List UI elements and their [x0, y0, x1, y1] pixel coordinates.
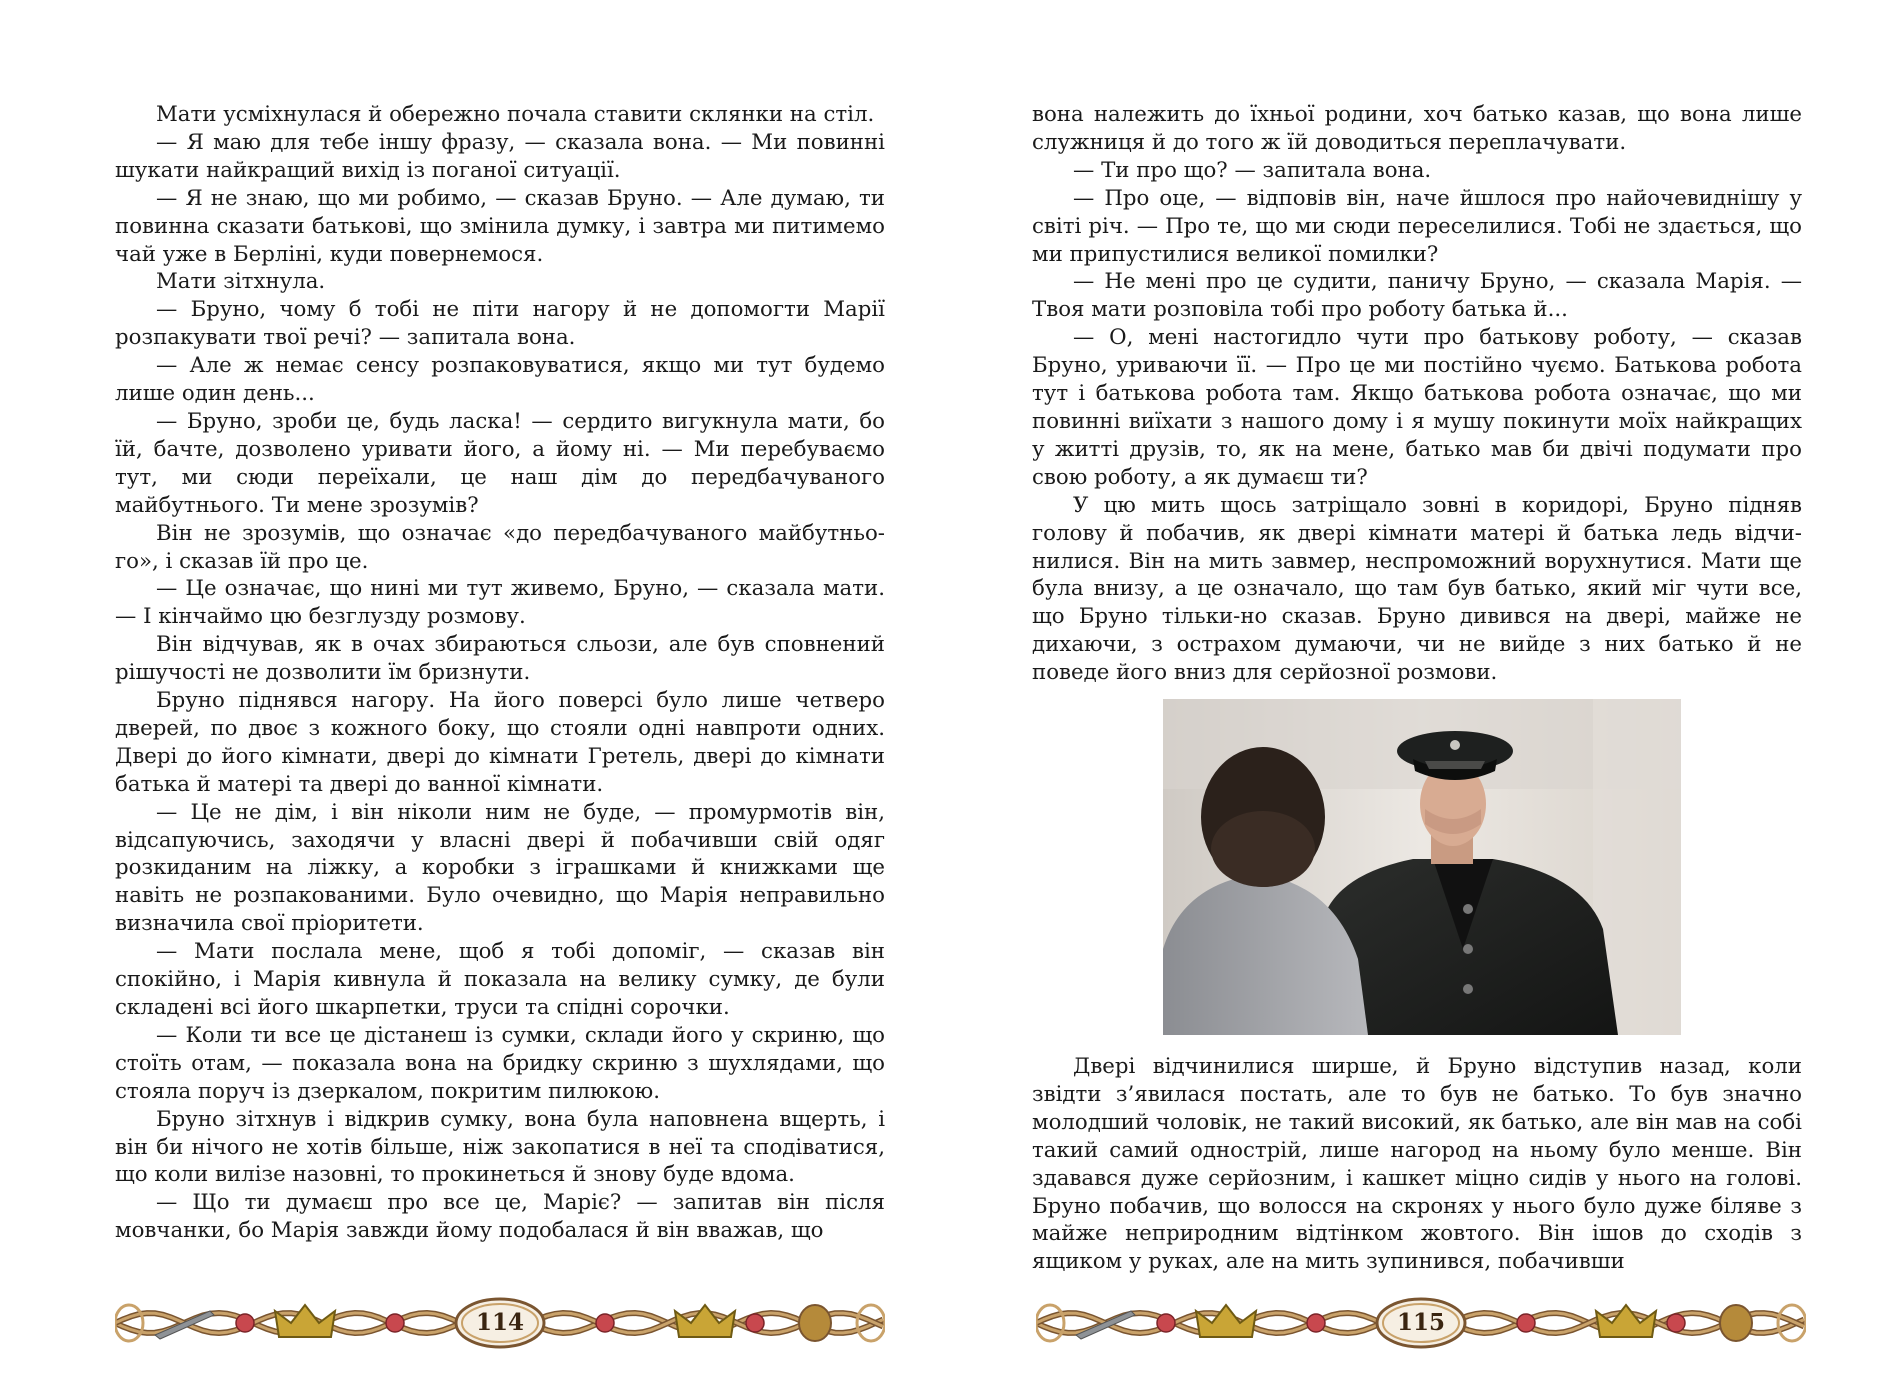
- paragraph: — Я маю для тебе іншу фразу, — сказала вона. — Ми повинні шукати найкращий вихід із поганої ситуації.: [115, 129, 885, 183]
- paragraph: — Про оце, — відповів він, наче йшлося про найочевиднішу у світі річ. — Про те, що ми сюди переселилися. Тобі не здається, що ми припустилися великої помилки?: [1032, 185, 1802, 267]
- paragraph: — Мати послала мене, щоб я тобі допоміг, — сказав він спокійно, і Марія кивнула й показала на велику сумку, де були складені всі його шкарпетки, труси та спідні сорочки.: [115, 939, 885, 1020]
- rose-icon: [1157, 1314, 1175, 1332]
- paragraph: Бруно піднявся нагору. На його поверсі було лише четверо дверей, по двоє з кожного боку, що стояли одні навпроти одних. Двері до його кімнати, двері до кімнати Гретель, двері до кімнати батька й матері та двері до ванної кімнати.: [115, 688, 885, 797]
- page-number: 115: [1396, 1309, 1445, 1336]
- paragraph: — О, мені настогидло чути про батькову роботу, — сказав Бруно, уриваючи її. — Про це ми постійно чуємо. Батькова робота тут і батькова робота там. Якщо батькова робота означає, що ми повинні виїхати з нашого дому і я мушу покинути моїх найкращих у житті друзів, то, як на мене, батько мав би двічі подумати про свою роботу, а як думаєш ти?: [1032, 325, 1802, 490]
- paragraph: Мати усміхнулася й обережно почала ставити склянки на стіл.: [156, 102, 875, 127]
- paragraph: Мати зітхнула.: [156, 269, 326, 295]
- left-page-text: [115, 101, 885, 1245]
- rose-icon: [236, 1314, 254, 1332]
- paragraph: — Це означає, що нині ми тут живемо, Бруно, — сказала мати. — І кінчаймо цю безглузду розмову.: [115, 576, 885, 630]
- paragraph: Він не зрозумів, що означає «до передбачуваного майбутнього», і сказав їй про це.: [115, 520, 885, 574]
- ornament-border: [115, 1295, 885, 1351]
- paragraph: вона належить до їхньої родини, хоч батько казав, що вона лише служниця й до того ж їй доводиться переплачувати.: [1032, 102, 1802, 155]
- right-page-text-bottom: [1032, 1053, 1802, 1276]
- crown-icon: [1596, 1305, 1656, 1337]
- crown-icon: [675, 1305, 735, 1337]
- paragraph: Він відчував, як в очах збираються сльози, але був сповнений рішучості не дозволити їм бризнути.: [115, 632, 885, 686]
- helmet-icon: [1720, 1305, 1752, 1341]
- paragraph: Двері відчинилися ширше, й Бруно відступив назад, коли звідти з’явилася постать, але то був не батько. То був значно молодший чоловік, не такий високий, як батько, але він мав на собі такий самий однострій, лише нагород на ньому було менше. Він здавався дуже серйозним, і кашкет міцно сидів у нього на голові. Бруно побачив, що волосся на скронях у нього було дуже біляве з майже неприродним відтінком жовтого. Він ішов до сходів з ящиком у руках, але на мить зупинився, побачивши: [1032, 1054, 1802, 1275]
- paragraph: — Ти про що? — запитала вона.: [1073, 157, 1432, 183]
- crown-icon: [275, 1305, 335, 1337]
- paragraph: — Я не знаю, що ми робимо, — сказав Бруно. — Але думаю, ти повинна сказати батькові, що змінила думку, і завтра ми питимемо чай уже в Берліні, куди повернемося.: [115, 185, 885, 267]
- rose-icon: [1667, 1314, 1685, 1332]
- rose-icon: [746, 1314, 764, 1332]
- paragraph: — Бруно, зроби це, будь ласка! — сердито вигукнула мати, бо їй, бачте, дозволено уривати його, а йому ні. — Ми перебуваємо тут, ми сюди переїхали, це наш дім до передбачуваного майбутнього. Ти мене зрозумів?: [115, 408, 885, 518]
- film-still-photo: [1163, 699, 1681, 1035]
- paragraph: — Не мені про це судити, паничу Бруно, — сказала Марія. — Твоя мати розповіла тобі про роботу батька й...: [1032, 269, 1802, 323]
- paragraph: — Коли ти все це дістанеш із сумки, склади його у скриню, що стоїть отам, — показала вона на бридку скриню з шухлядами, що стояла поруч із дзеркалом, покритим пилюкою.: [115, 1022, 885, 1104]
- rose-icon: [596, 1314, 614, 1332]
- right-page-text-top: [1032, 101, 1802, 687]
- paragraph: — Це не дім, і він ніколи ним не буде, — промурмотів він, відсапуючись, заходячи у власні двері й побачивши свій одяг розкиданим на ліжку, а коробки з іграшками й книжками ще навіть не розпакованими. Було очевидно, що Марія неправильно визначила свої пріоритети.: [115, 799, 885, 937]
- helmet-icon: [799, 1305, 831, 1341]
- crown-icon: [1196, 1305, 1256, 1337]
- paragraph: — Але ж немає сенсу розпаковуватися, якщо ми тут будемо лише один день...: [115, 353, 885, 407]
- rose-icon: [1517, 1314, 1535, 1332]
- ornament-border: [1036, 1295, 1806, 1351]
- right-page: [952, 0, 1904, 1400]
- paragraph: — Бруно, чому б тобі не піти нагору й не допомогти Марії розпакувати твої речі? — запитала вона.: [115, 297, 885, 351]
- paragraph: Бруно зітхнув і відкрив сумку, вона була наповнена вщерть, і він би нічого не хотів більше, ніж закопатися в неї та сподіватися, що коли вилізе назовні, то прокинеться й знову буде вдома.: [115, 1106, 885, 1188]
- photo-illustration: [1163, 699, 1681, 1035]
- rose-icon: [386, 1314, 404, 1332]
- paragraph: — Що ти думаєш про все це, Маріє? — запитав він після мовчанки, бо Марія завжди йому подобалася й він вважав, що: [115, 1190, 885, 1244]
- rose-icon: [1307, 1314, 1325, 1332]
- paragraph: У цю мить щось затріщало зовні в коридорі, Бруно підняв голову й побачив, як двері кімнати матері й батька ледь відчинилися. Він на мить завмер, неспроможний ворухнутися. Мати ще була внизу, а це означало, що там був батько, який міг чути все, що Бруно тільки-но сказав. Бруно дивився на двері, майже не дихаючи, з острахом думаючи, чи не вийде з них батько й не поведе його вниз для серйозної розмови.: [1032, 492, 1802, 686]
- page-number: 114: [475, 1309, 524, 1336]
